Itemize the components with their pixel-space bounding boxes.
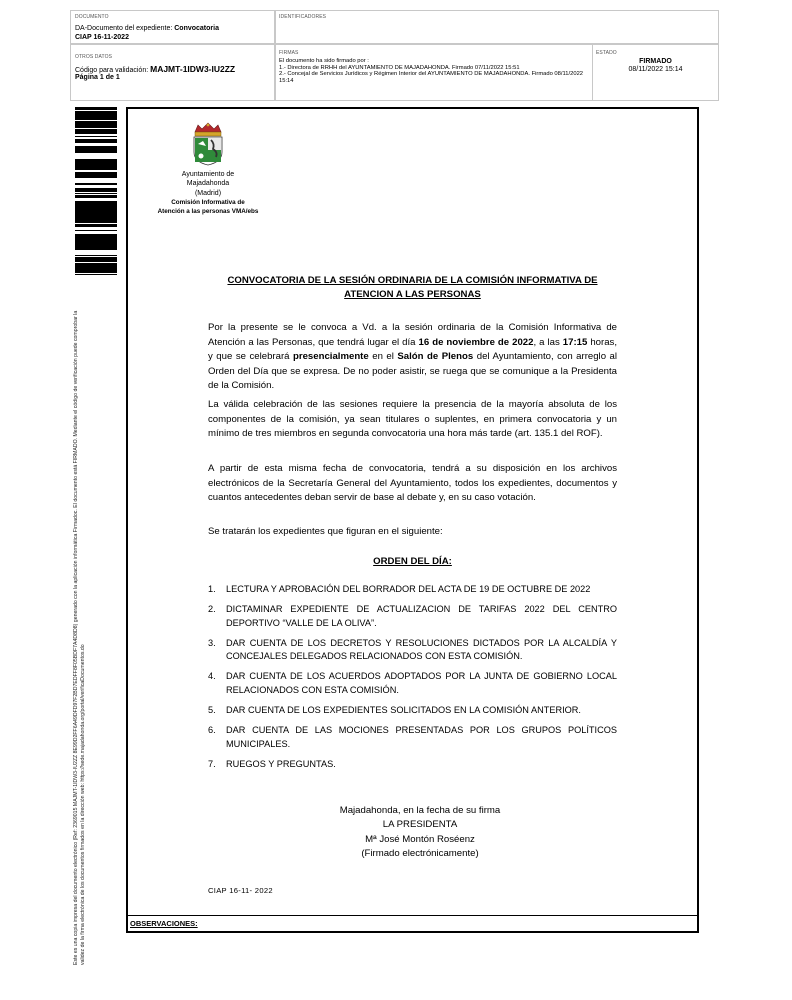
footer-reference: CIAP 16-11- 2022 <box>208 886 273 895</box>
estado-label: ESTADO <box>596 50 617 56</box>
otros-datos-label: OTROS DATOS <box>75 54 113 60</box>
verification-side-note: Este es una copia impresa del documento electrónico (Ref: 2369015 MAJMT-1IDW3-IU2ZZ 8E99D2FF6A49DFD97F2BD7EDFF8F05BDF7A4D8D8) generado con la aplicación informática Firmadoc. El documento está FIRMADO. Mediante el código de verificación puede comprobar la validez de la firma electrónica de los documentos firmados en la dirección web: https://sede.majadahonda.org/portal/verificaDocumentos.do <box>73 310 86 965</box>
documento-ref: CIAP 16-11-2022 <box>75 34 129 41</box>
agenda-item: 1. LECTURA Y APROBACIÓN DEL BORRADOR DEL ACTA DE 19 DE OCTUBRE DE 2022 <box>208 584 591 594</box>
document-title: CONVOCATORIA DE LA SESIÓN ORDINARIA DE LA COMISIÓN INFORMATIVA DE ATENCION A LAS PERSONAS <box>227 275 598 300</box>
paragraph-quorum: La válida celebración de las sesiones requiere la presencia de la mayoría absoluta de los componentes de la comisión, ya sean titulares o suplentes, en primera convocatoria y un mínimo de tres miembros en segunda convocatoria una hora más tarde (art. 135.1 del ROF). <box>208 399 617 439</box>
observaciones-row <box>126 915 699 933</box>
org-line-4: Comisión Informativa de <box>171 198 245 206</box>
org-line-1: Ayuntamiento de <box>181 171 235 178</box>
agenda-item: 2. DICTAMINAR EXPEDIENTE DE ACTUALIZACION DE TARIFAS 2022 DEL CENTRO DEPORTIVO “VALLE DE LA OLIVA”. <box>208 604 617 628</box>
paragraph-expedientes: Se tratarán los expedientes que figuran en el siguiente: <box>208 526 443 537</box>
signature-role: LA PRESIDENTA <box>382 819 458 831</box>
codigo-validacion: Código para validación: MAJMT-1IDW3-IU2ZZ <box>75 64 236 74</box>
agenda-item: 5. DAR CUENTA DE LOS EXPEDIENTES SOLICITADOS EN LA COMISIÓN ANTERIOR. <box>208 705 581 716</box>
header-estado-box <box>592 44 719 101</box>
org-line-3: (Madrid) <box>194 189 222 197</box>
signature-block <box>300 804 540 861</box>
signature-place-date: Majadahonda, en la fecha de su firma <box>339 805 501 816</box>
org-line-2: Majadahonda <box>186 180 230 188</box>
agenda-item: 6. DAR CUENTA DE LAS MOCIONES PRESENTADAS POR LOS GRUPOS POLÍTICOS MUNICIPALES. <box>208 725 617 749</box>
estado-date: 08/11/2022 15:14 <box>628 66 683 73</box>
orden-del-dia-title: ORDEN DEL DÍA: <box>373 556 452 567</box>
barcode-image <box>75 107 117 277</box>
agenda-list <box>208 583 617 778</box>
paragraph-documentacion: A partir de esta misma fecha de convocatoria, tendrá a su disposición en los archivos electrónicos de la Secretaría General del Ayuntamiento, todos los expedientes, documentos y cuantos antecedentes deban servir de base al debate y, en su caso votación. <box>208 463 617 503</box>
header-documento-box <box>70 10 275 44</box>
agenda-item: 4. DAR CUENTA DE LOS ACUERDOS ADOPTADOS POR LA JUNTA DE GOBIERNO LOCAL RELACIONADOS CON ESTA COMISIÓN. <box>208 671 617 696</box>
header-firmas-box <box>275 44 593 101</box>
header-otros-datos-box <box>70 44 275 101</box>
documento-label: DOCUMENTO <box>75 14 109 20</box>
firmas-label: FIRMAS <box>279 50 299 56</box>
coat-of-arms-icon <box>189 122 227 166</box>
organization-block <box>140 170 276 216</box>
documento-name: DA-Documento del expediente: Convocatoria <box>75 25 219 32</box>
paragraph-convocatoria: Por la presente se le convoca a Vd. a la sesión ordinaria de la Comisión Informativa de Atención a las Personas, que tendrá lugar el día 16 de noviembre de 2022, a las 17:15 horas, y que se celebrará presencialmente en el Salón de Plenos del Ayuntamiento, con arreglo al Orden del Día que se expresa. De no poder asistir, se ruega que se comunique a la Presidenta de la Comisión. <box>208 322 618 391</box>
observaciones-label: OBSERVACIONES: <box>130 919 198 928</box>
firmas-list: El documento ha sido firmado por : 1.- Directora de RRHH del AYUNTAMIENTO DE MAJADAHONDA. Firmado 07/11/2022 15:51 2.- Concejal de Servicios Jurídicos y Régimen Interior del AYUNTAMIENTO DE MAJADAHONDA. Firmado 08/11/2022 15:14 <box>279 58 584 84</box>
signature-name: Mª José Montón Roséenz <box>365 833 475 845</box>
header-identificadores-box <box>275 10 719 44</box>
org-line-5: Atención a las personas VMA/ebs <box>157 207 259 215</box>
agenda-item: 7. RUEGOS Y PREGUNTAS. <box>208 758 336 769</box>
estado-value: FIRMADO <box>639 58 672 65</box>
pagina-label: Página 1 de 1 <box>75 74 120 81</box>
agenda-item: 3. DAR CUENTA DE LOS DECRETOS Y RESOLUCIONES DICTADOS POR LA ALCALDÍA Y CONCEJALES DELEGADOS RELACIONADOS CON ESTA COMISIÓN. <box>208 637 617 662</box>
identificadores-label: IDENTIFICADORES <box>279 14 327 20</box>
signature-note: (Firmado electrónicamente) <box>361 847 479 859</box>
